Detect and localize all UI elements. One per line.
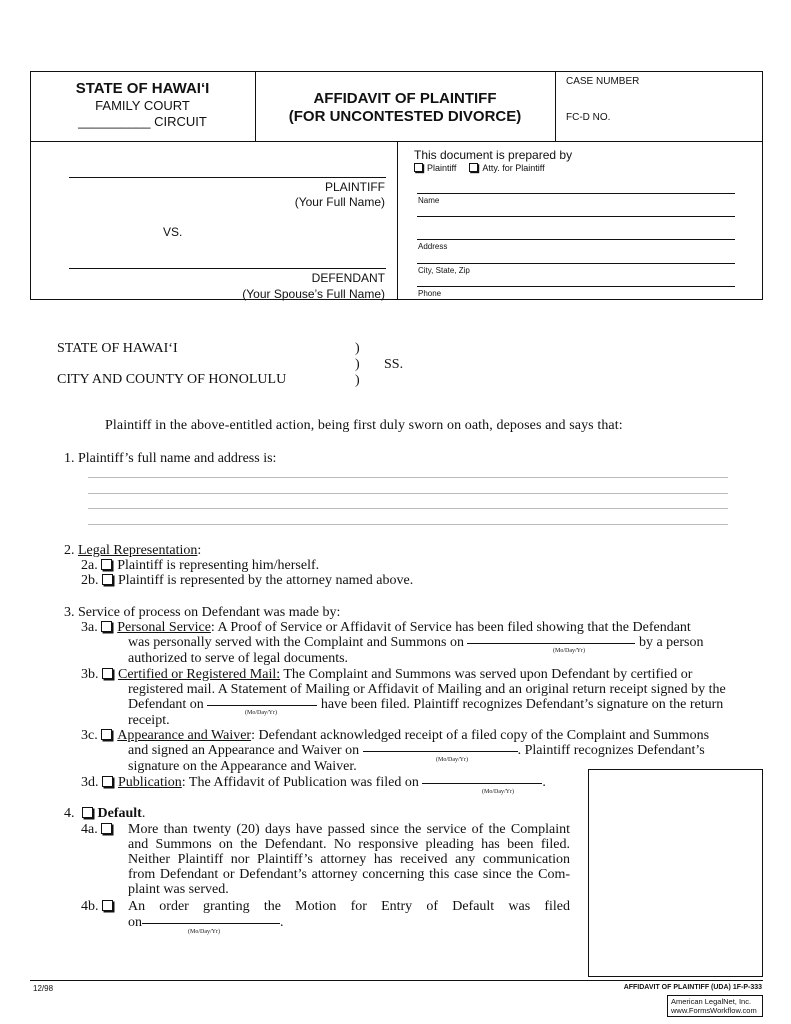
intro-statement: Plaintiff in the above-entitled action, being first duly sworn on oath, deposes and says that: (105, 418, 623, 433)
parties-col-divider (397, 141, 398, 300)
option-3c-line2: and signed an Appearance and Waiver on . Plaintiff recognizes Defendant’s (128, 743, 705, 758)
prepared-line-5[interactable] (417, 286, 735, 287)
checkbox-4[interactable] (82, 807, 93, 818)
header-col-divider-2 (555, 71, 556, 141)
option-3c-line1: 3c. Appearance and Waiver: Defendant acknowledged receipt of a filed copy of the Complaint and Summons (81, 728, 710, 743)
option-3a-line2: was personally served with the Complaint and Summons on by a person (128, 635, 704, 650)
checkbox-4b[interactable] (102, 900, 113, 911)
prepared-city-label: City, State, Zip (418, 266, 470, 275)
section-4-heading: 4. Default. (64, 806, 146, 821)
date-hint-3b: (Mo/Day/Yr) (245, 710, 277, 716)
option-4b-line2: on . (128, 915, 284, 930)
publisher-name: American LegalNet, Inc. (671, 997, 752, 1006)
option-3b-line2: registered mail. A Statement of Mailing or Affidavit of Mailing and an original return receipt signed by the (128, 682, 726, 697)
venue-paren-2: ) (355, 357, 360, 372)
option-3b-line3: Defendant on have been filed. Plaintiff recognizes Defendant’s signature on the return (128, 697, 724, 712)
plaintiff-name-line[interactable] (69, 177, 386, 178)
circuit-blank[interactable]: __________ (78, 114, 151, 129)
section-2-heading: 2. Legal Representation: (64, 543, 202, 558)
defendant-label: DEFENDANT (311, 271, 385, 285)
venue-county: CITY AND COUNTY OF HONOLULU (57, 372, 287, 387)
option-2a: 2a. Plaintiff is representing him/herself. (81, 558, 320, 573)
prepared-line-1[interactable] (417, 193, 735, 194)
prepared-name-label: Name (418, 196, 440, 205)
date-hint-3d: (Mo/Day/Yr) (482, 789, 514, 795)
date-hint-3a: (Mo/Day/Yr) (553, 648, 585, 654)
prepared-atty-option[interactable]: Atty. for Plaintiff (469, 163, 544, 173)
plaintiff-checkbox[interactable] (414, 163, 423, 172)
prepared-by-options (414, 163, 545, 173)
defendant-hint: (Your Spouse’s Full Name) (242, 287, 385, 301)
venue-ss: SS. (384, 357, 404, 372)
form-title-line2: (FOR UNCONTESTED DIVORCE) (288, 108, 522, 125)
prepared-line-3[interactable] (417, 239, 735, 240)
venue-paren-3: ) (355, 373, 360, 388)
checkbox-3c[interactable] (101, 729, 112, 740)
option-3d-line1: 3d. Publication: The Affidavit of Publication was filed on . (81, 775, 546, 790)
option-4a-line2: and Summons on the Defendant. No responsive pleading has been filed. (128, 837, 570, 852)
atty-checkbox[interactable] (469, 163, 478, 172)
defendant-name-line[interactable] (69, 268, 386, 269)
fcd-no-label[interactable]: FC-D NO. (566, 112, 611, 123)
date-blank-3d[interactable] (422, 783, 542, 784)
date-blank-4b[interactable] (142, 923, 280, 924)
prepared-address-label: Address (418, 242, 448, 251)
option-3c-line3: signature on the Appearance and Waiver. (128, 759, 357, 774)
address-line-2[interactable] (88, 493, 728, 494)
checkbox-2a[interactable] (101, 559, 112, 570)
option-3b-line1: 3b. Certified or Registered Mail: The Complaint and Summons was served upon Defendant by certified or (81, 667, 693, 682)
prepared-line-4[interactable] (417, 263, 735, 264)
court-stamp-box (588, 769, 763, 977)
address-line-4[interactable] (88, 524, 728, 525)
form-title-line1: AFFIDAVIT OF PLAINTIFF (313, 90, 497, 107)
address-line-1[interactable] (88, 477, 728, 478)
checkbox-4a[interactable] (101, 823, 112, 834)
checkbox-3b[interactable] (102, 668, 113, 679)
prepared-phone-label: Phone (418, 289, 442, 298)
option-3a-line3: authorized to serve of legal documents. (128, 651, 349, 666)
option-4a-line4: from Defendant or Defendant’s attorney concerning this case since the Com- (128, 867, 570, 882)
address-line-3[interactable] (88, 508, 728, 509)
option-4a-line3: Neither Plaintiff nor Plaintiff’s attorney has received any communication (128, 852, 570, 867)
checkbox-2b[interactable] (102, 574, 113, 585)
plaintiff-label: PLAINTIFF (324, 180, 385, 194)
option-4a-num: 4a. (81, 822, 117, 837)
publisher-url[interactable]: www.FormsWorkflow.com (671, 1006, 757, 1015)
section-3-label: 3. Service of process on Defendant was made by: (64, 605, 341, 620)
option-3b-line4: receipt. (128, 713, 170, 728)
option-3a-line1: 3a. Personal Service: A Proof of Service or Affidavit of Service has been filed showing that the Defendant (81, 620, 691, 635)
option-4a-line5: plaint was served. (128, 882, 229, 897)
circuit-label: CIRCUIT (154, 114, 207, 129)
court-state: STATE OF HAWAI‘I (75, 80, 210, 97)
court-circuit (30, 114, 255, 129)
date-blank-3c[interactable] (363, 751, 518, 752)
prepared-plaintiff-option[interactable]: Plaintiff (414, 163, 456, 173)
prepared-line-2[interactable] (417, 216, 735, 217)
option-4a-line1: More than twenty (20) days have passed since the service of the Complaint (128, 822, 570, 837)
publisher-box (667, 995, 763, 1017)
date-hint-3c: (Mo/Day/Yr) (436, 757, 468, 763)
date-blank-3b[interactable] (207, 705, 317, 706)
footer-date: 12/98 (33, 984, 54, 993)
venue-paren-1: ) (355, 341, 360, 356)
footer-form-id: AFFIDAVIT OF PLAINTIFF (UDA) 1F-P-333 (623, 984, 762, 991)
checkbox-3a[interactable] (101, 621, 112, 632)
prepared-by-heading: This document is prepared by (414, 148, 573, 162)
date-blank-3a[interactable] (467, 643, 635, 644)
section-1-label: 1. Plaintiff’s full name and address is: (64, 451, 277, 466)
checkbox-3d[interactable] (102, 776, 113, 787)
option-4b-num: 4b. (81, 899, 118, 914)
vs-label: VS. (163, 225, 183, 239)
option-2b: 2b. Plaintiff is represented by the attorney named above. (81, 573, 414, 588)
case-number-label: CASE NUMBER (566, 76, 640, 87)
footer-rule (30, 980, 763, 981)
venue-state: STATE OF HAWAI‘I (57, 341, 178, 356)
plaintiff-hint: (Your Full Name) (294, 195, 385, 209)
option-4b-line1: An order granting the Motion for Entry of Default was filed (128, 899, 570, 914)
date-hint-4b: (Mo/Day/Yr) (188, 929, 220, 935)
court-name: FAMILY COURT (95, 98, 190, 113)
